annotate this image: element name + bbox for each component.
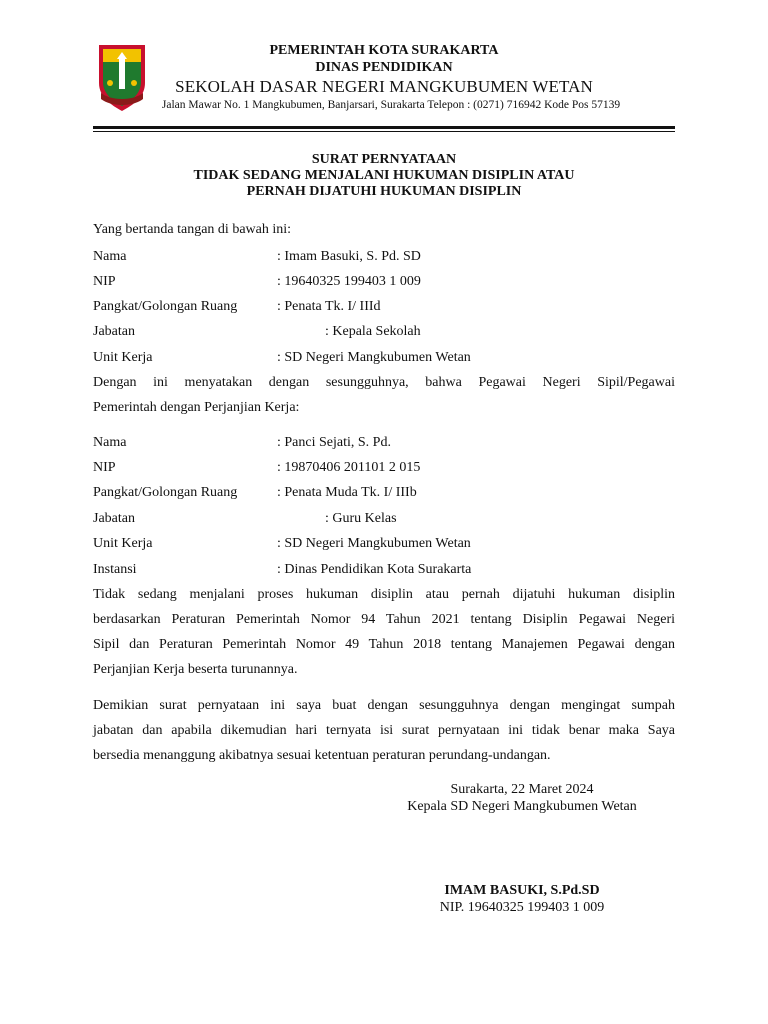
employee-label-unit: Unit Kerja [93,536,153,551]
employee-row-nip [93,459,675,477]
intro-text: Yang bertanda tangan di bawah ini: [93,222,292,237]
employee-row-unit [93,535,675,553]
letterhead-government: PEMERINTAH KOTA SURAKARTA [269,43,499,58]
signer-row-unit [93,349,675,367]
signer-row-position [93,323,675,341]
signer-value-unit: : SD Negeri Mangkubumen Wetan [277,350,471,365]
closing-line-3: bersedia menanggung akibatnya sesuai ketentuan peraturan perundang-undangan. [93,748,551,763]
signer-row-name [93,248,675,266]
title-line-3: PERNAH DIJATUHI HUKUMAN DISIPLIN [246,184,522,199]
employee-row-rank [93,484,675,502]
signer-row-rank [93,298,675,316]
title-line-1: SURAT PERNYATAAN [311,152,457,167]
letterhead-school-name: SEKOLAH DASAR NEGERI MANGKUBUMEN WETAN [175,77,593,96]
closing-line-1: Demikian surat pernyataan ini saya buat dengan sesungguhnya dengan mengingat sumpah [93,698,675,713]
signature-position: Kepala SD Negeri Mangkubumen Wetan [407,799,637,814]
signature-nip: NIP. 19640325 199403 1 009 [439,900,605,915]
signer-label-unit: Unit Kerja [93,350,153,365]
statement-paragraph [93,370,675,420]
declaration-line-1: Tidak sedang menjalani proses hukuman disiplin atau pernah dijatuhi hukuman disiplin [93,587,675,602]
employee-row-position [93,510,675,528]
employee-label-agency: Instansi [93,562,137,577]
signer-value-nip: : 19640325 199403 1 009 [277,274,421,289]
letterhead-address: Jalan Mawar No. 1 Mangkubumen, Banjarsari, Surakarta Telepon : (0271) 716942 Kode Pos 57139 [161,99,621,111]
statement-line-2: Pemerintah dengan Perjanjian Kerja: [93,400,300,415]
signer-value-name: : Imam Basuki, S. Pd. SD [277,249,421,264]
signer-label-nip: NIP [93,274,116,289]
signer-value-rank: : Penata Tk. I/ IIId [277,299,381,314]
employee-row-name [93,434,675,452]
declaration-line-4: Perjanjian Kerja beserta turunannya. [93,662,298,677]
letterhead-divider-thin [93,131,675,132]
closing-line-2: jabatan dan apabila dikemudian hari ternyata isi surat pernyataan ini tidak benar maka Saya [93,723,675,738]
employee-label-position: Jabatan [93,511,135,526]
declaration-line-2: berdasarkan Peraturan Pemerintah Nomor 94 Tahun 2021 tentang Disiplin Pegawai Negeri [93,612,675,627]
employee-value-unit: : SD Negeri Mangkubumen Wetan [277,536,471,551]
employee-value-agency: : Dinas Pendidikan Kota Surakarta [277,562,472,577]
letterhead [110,42,658,112]
statement-line-1: Dengan ini menyatakan dengan sesungguhnya, bahwa Pegawai Negeri Sipil/Pegawai [93,375,675,390]
signer-row-nip [93,273,675,291]
employee-value-rank: : Penata Muda Tk. I/ IIIb [277,485,417,500]
employee-value-nip: : 19870406 201101 2 015 [277,460,421,475]
signature-place-date: Surakarta, 22 Maret 2024 [450,782,594,797]
employee-label-rank: Pangkat/Golongan Ruang [93,485,238,500]
letterhead-department: DINAS PENDIDIKAN [315,60,453,75]
employee-label-nip: NIP [93,460,116,475]
letterhead-divider-thick [93,126,675,129]
signer-value-position: : Kepala Sekolah [325,324,421,339]
employee-label-name: Nama [93,435,127,450]
signer-label-name: Nama [93,249,127,264]
title-line-2: TIDAK SEDANG MENJALANI HUKUMAN DISIPLIN ATAU [193,168,575,183]
signature-name: IMAM BASUKI, S.Pd.SD [444,883,600,898]
signer-label-rank: Pangkat/Golongan Ruang [93,299,238,314]
declaration-paragraph [93,582,675,682]
employee-value-position: : Guru Kelas [325,511,397,526]
declaration-line-3: Sipil dan Peraturan Pemerintah Nomor 49 Tahun 2018 tentang Manajemen Pegawai dengan [93,637,675,652]
document-title [93,152,675,200]
signer-label-position: Jabatan [93,324,135,339]
closing-paragraph [93,693,675,768]
employee-value-name: : Panci Sejati, S. Pd. [277,435,391,450]
employee-row-agency [93,561,675,579]
